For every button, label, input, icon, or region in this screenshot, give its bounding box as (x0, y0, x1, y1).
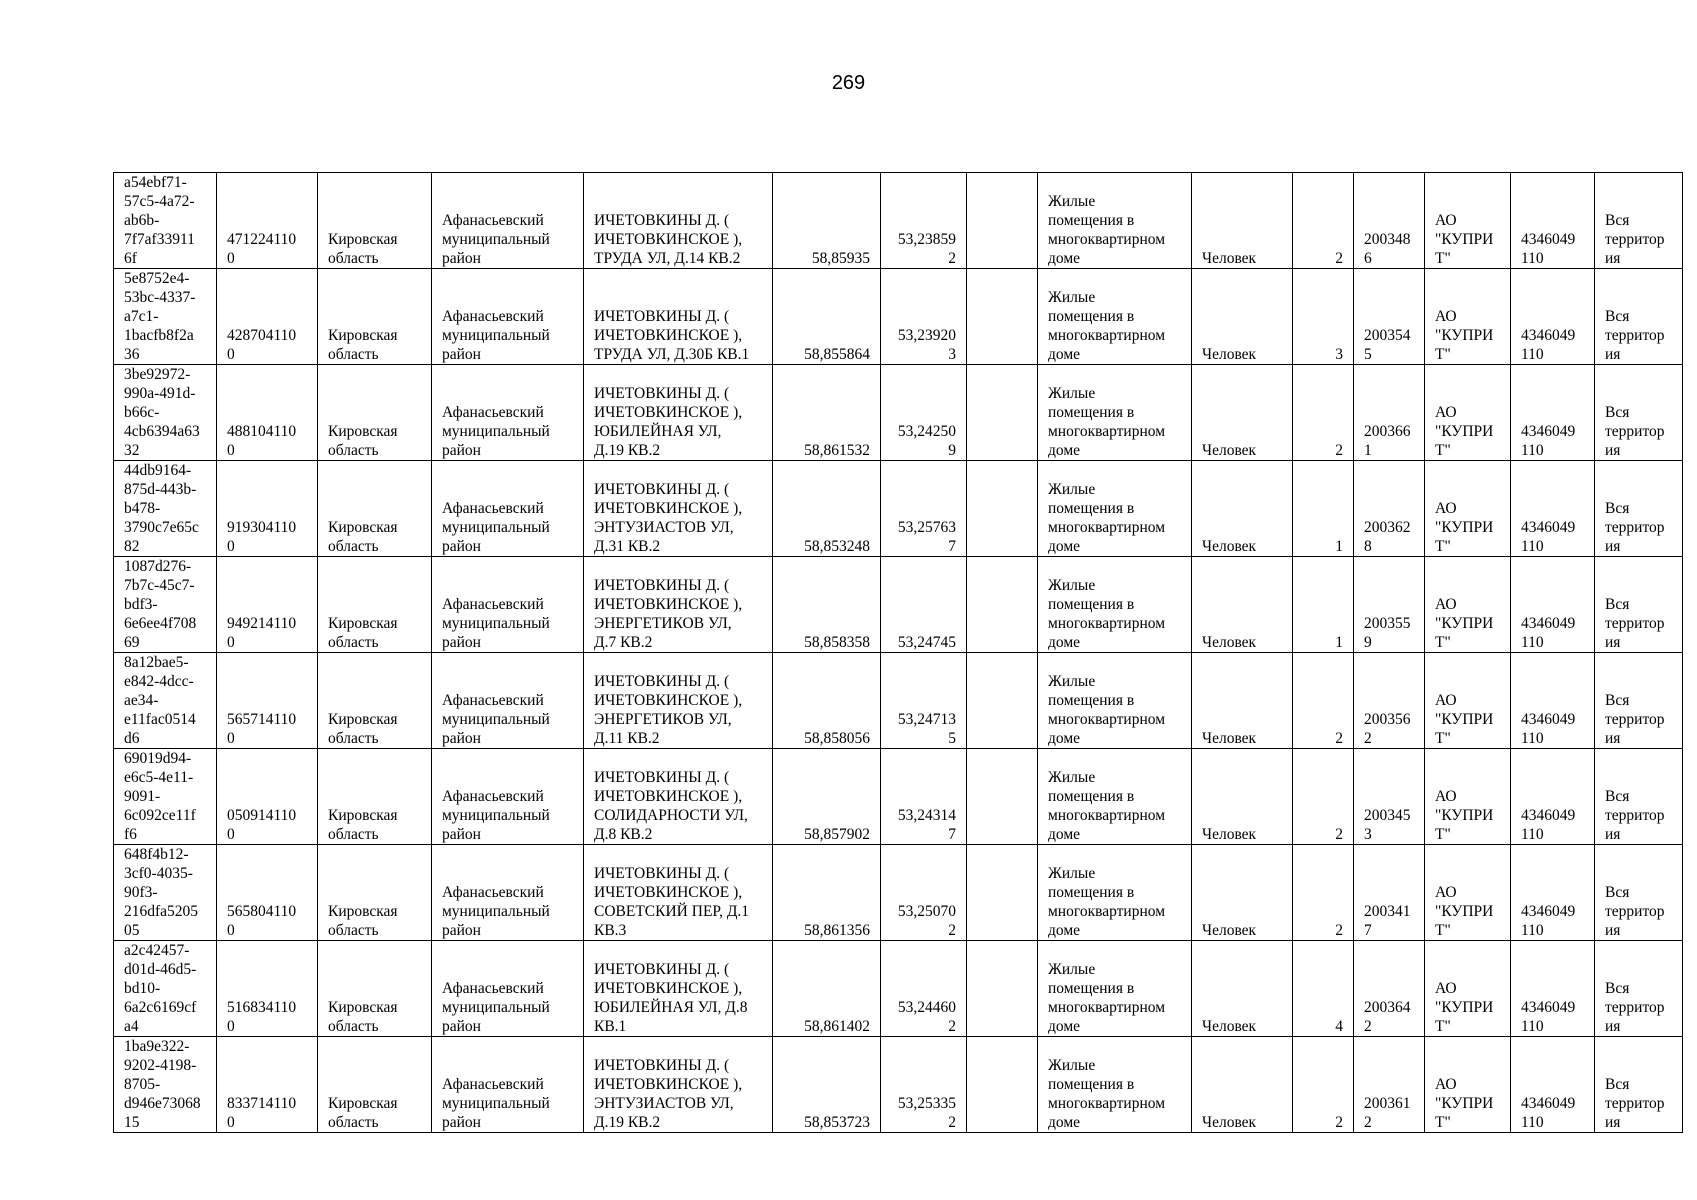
table-row (114, 653, 1683, 749)
cell-company: АО "КУПРИ Т" (1425, 557, 1511, 653)
cell-region: Кировская область (318, 1037, 432, 1133)
cell-company: АО "КУПРИ Т" (1425, 1037, 1511, 1133)
cell-latitude: 58,861356 (773, 845, 881, 941)
cell-number: 200355 9 (1354, 557, 1425, 653)
cell-longitude: 53,25763 7 (881, 461, 967, 557)
cell-empty (967, 749, 1038, 845)
cell-code: 050914110 0 (217, 749, 318, 845)
cell-empty (967, 941, 1038, 1037)
cell-longitude: 53,23859 2 (881, 173, 967, 269)
cell-inn: 4346049 110 (1511, 557, 1595, 653)
cell-latitude: 58,858358 (773, 557, 881, 653)
table-row (114, 557, 1683, 653)
cell-code: 565714110 0 (217, 653, 318, 749)
cell-latitude: 58,861402 (773, 941, 881, 1037)
cell-number: 200345 3 (1354, 749, 1425, 845)
cell-latitude: 58,857902 (773, 749, 881, 845)
table-row (114, 461, 1683, 557)
cell-longitude: 53,25335 2 (881, 1037, 967, 1133)
cell-empty (967, 653, 1038, 749)
cell-unit: Человек (1192, 557, 1293, 653)
cell-address: ИЧЕТОВКИНЫ Д. ( ИЧЕТОВКИНСКОЕ ), ЭНТУЗИАСТОВ УЛ, Д.31 КВ.2 (584, 461, 773, 557)
cell-unit: Человек (1192, 173, 1293, 269)
cell-quantity: 2 (1293, 653, 1354, 749)
cell-territory: Вся территор ия (1595, 845, 1683, 941)
cell-empty (967, 173, 1038, 269)
cell-longitude: 53,25070 2 (881, 845, 967, 941)
cell-longitude: 53,24250 9 (881, 365, 967, 461)
cell-code: 488104110 0 (217, 365, 318, 461)
cell-inn: 4346049 110 (1511, 269, 1595, 365)
cell-code: 949214110 0 (217, 557, 318, 653)
cell-territory: Вся территор ия (1595, 653, 1683, 749)
cell-inn: 4346049 110 (1511, 173, 1595, 269)
page-number: 269 (831, 72, 866, 94)
cell-uid: 648f4b12- 3cf0-4035- 90f3- 216dfa5205 05 (114, 845, 217, 941)
cell-territory: Вся территор ия (1595, 173, 1683, 269)
cell-district: Афанасьевский муниципальный район (432, 941, 584, 1037)
cell-territory: Вся территор ия (1595, 749, 1683, 845)
cell-longitude: 53,24713 5 (881, 653, 967, 749)
cell-inn: 4346049 110 (1511, 941, 1595, 1037)
cell-latitude: 58,861532 (773, 365, 881, 461)
cell-company: АО "КУПРИ Т" (1425, 941, 1511, 1037)
cell-object-type: Жилые помещения в многоквартирном доме (1038, 941, 1192, 1037)
cell-quantity: 2 (1293, 749, 1354, 845)
cell-district: Афанасьевский муниципальный район (432, 845, 584, 941)
cell-code: 565804110 0 (217, 845, 318, 941)
cell-inn: 4346049 110 (1511, 365, 1595, 461)
cell-district: Афанасьевский муниципальный район (432, 1037, 584, 1133)
cell-unit: Человек (1192, 653, 1293, 749)
cell-longitude: 53,24460 2 (881, 941, 967, 1037)
table-row (114, 1037, 1683, 1133)
cell-district: Афанасьевский муниципальный район (432, 653, 584, 749)
cell-address: ИЧЕТОВКИНЫ Д. ( ИЧЕТОВКИНСКОЕ ), СОВЕТСКИЙ ПЕР, Д.1 КВ.3 (584, 845, 773, 941)
cell-uid: 1ba9e322- 9202-4198- 8705- d946e73068 15 (114, 1037, 217, 1133)
cell-quantity: 2 (1293, 845, 1354, 941)
cell-region: Кировская область (318, 269, 432, 365)
cell-uid: 5e8752e4- 53bc-4337- a7c1- 1bacfb8f2a 36 (114, 269, 217, 365)
cell-address: ИЧЕТОВКИНЫ Д. ( ИЧЕТОВКИНСКОЕ ), СОЛИДАРНОСТИ УЛ, Д.8 КВ.2 (584, 749, 773, 845)
cell-region: Кировская область (318, 557, 432, 653)
cell-longitude: 53,23920 3 (881, 269, 967, 365)
cell-district: Афанасьевский муниципальный район (432, 269, 584, 365)
cell-region: Кировская область (318, 845, 432, 941)
cell-quantity: 1 (1293, 557, 1354, 653)
cell-unit: Человек (1192, 749, 1293, 845)
cell-quantity: 4 (1293, 941, 1354, 1037)
cell-latitude: 58,85935 (773, 173, 881, 269)
cell-object-type: Жилые помещения в многоквартирном доме (1038, 845, 1192, 941)
cell-number: 200354 5 (1354, 269, 1425, 365)
cell-inn: 4346049 110 (1511, 845, 1595, 941)
cell-district: Афанасьевский муниципальный район (432, 365, 584, 461)
cell-district: Афанасьевский муниципальный район (432, 749, 584, 845)
cell-uid: a54ebf71- 57c5-4a72- ab6b- 7f7af33911 6f (114, 173, 217, 269)
cell-address: ИЧЕТОВКИНЫ Д. ( ИЧЕТОВКИНСКОЕ ), ЮБИЛЕЙНАЯ УЛ, Д.8 КВ.1 (584, 941, 773, 1037)
cell-latitude: 58,855864 (773, 269, 881, 365)
cell-latitude: 58,853248 (773, 461, 881, 557)
cell-quantity: 2 (1293, 1037, 1354, 1133)
cell-address: ИЧЕТОВКИНЫ Д. ( ИЧЕТОВКИНСКОЕ ), ЭНЕРГЕТИКОВ УЛ, Д.11 КВ.2 (584, 653, 773, 749)
cell-empty (967, 365, 1038, 461)
cell-code: 471224110 0 (217, 173, 318, 269)
cell-object-type: Жилые помещения в многоквартирном доме (1038, 173, 1192, 269)
cell-longitude: 53,24745 (881, 557, 967, 653)
cell-company: АО "КУПРИ Т" (1425, 461, 1511, 557)
cell-territory: Вся территор ия (1595, 269, 1683, 365)
cell-region: Кировская область (318, 653, 432, 749)
table-row (114, 941, 1683, 1037)
cell-unit: Человек (1192, 941, 1293, 1037)
cell-uid: 44db9164- 875d-443b- b478- 3790c7e65c 82 (114, 461, 217, 557)
cell-region: Кировская область (318, 461, 432, 557)
cell-territory: Вся территор ия (1595, 461, 1683, 557)
cell-number: 200341 7 (1354, 845, 1425, 941)
cell-region: Кировская область (318, 749, 432, 845)
cell-inn: 4346049 110 (1511, 1037, 1595, 1133)
cell-company: АО "КУПРИ Т" (1425, 365, 1511, 461)
cell-unit: Человек (1192, 1037, 1293, 1133)
cell-empty (967, 557, 1038, 653)
cell-address: ИЧЕТОВКИНЫ Д. ( ИЧЕТОВКИНСКОЕ ), ЭНТУЗИАСТОВ УЛ, Д.19 КВ.2 (584, 1037, 773, 1133)
table-row (114, 365, 1683, 461)
cell-uid: 69019d94- e6c5-4e11- 9091- 6c092ce11f f6 (114, 749, 217, 845)
cell-code: 516834110 0 (217, 941, 318, 1037)
table-row (114, 269, 1683, 365)
cell-empty (967, 269, 1038, 365)
cell-number: 200366 1 (1354, 365, 1425, 461)
cell-territory: Вся территор ия (1595, 365, 1683, 461)
cell-district: Афанасьевский муниципальный район (432, 557, 584, 653)
cell-address: ИЧЕТОВКИНЫ Д. ( ИЧЕТОВКИНСКОЕ ), ЮБИЛЕЙНАЯ УЛ, Д.19 КВ.2 (584, 365, 773, 461)
cell-latitude: 58,853723 (773, 1037, 881, 1133)
cell-longitude: 53,24314 7 (881, 749, 967, 845)
cell-number: 200356 2 (1354, 653, 1425, 749)
cell-company: АО "КУПРИ Т" (1425, 653, 1511, 749)
cell-object-type: Жилые помещения в многоквартирном доме (1038, 1037, 1192, 1133)
cell-unit: Человек (1192, 461, 1293, 557)
cell-empty (967, 845, 1038, 941)
cell-number: 200361 2 (1354, 1037, 1425, 1133)
cell-object-type: Жилые помещения в многоквартирном доме (1038, 365, 1192, 461)
cell-inn: 4346049 110 (1511, 461, 1595, 557)
cell-unit: Человек (1192, 269, 1293, 365)
cell-address: ИЧЕТОВКИНЫ Д. ( ИЧЕТОВКИНСКОЕ ), ТРУДА УЛ, Д.14 КВ.2 (584, 173, 773, 269)
cell-inn: 4346049 110 (1511, 653, 1595, 749)
cell-code: 919304110 0 (217, 461, 318, 557)
registry-table (113, 172, 1683, 1133)
cell-inn: 4346049 110 (1511, 749, 1595, 845)
cell-quantity: 2 (1293, 173, 1354, 269)
cell-quantity: 1 (1293, 461, 1354, 557)
cell-code: 833714110 0 (217, 1037, 318, 1133)
cell-empty (967, 1037, 1038, 1133)
cell-unit: Человек (1192, 365, 1293, 461)
cell-number: 200364 2 (1354, 941, 1425, 1037)
registry-body (114, 173, 1683, 1133)
cell-uid: 8a12bae5- e842-4dcc- ae34- e11fac0514 d6 (114, 653, 217, 749)
cell-quantity: 2 (1293, 365, 1354, 461)
cell-number: 200348 6 (1354, 173, 1425, 269)
cell-company: АО "КУПРИ Т" (1425, 173, 1511, 269)
cell-region: Кировская область (318, 173, 432, 269)
cell-company: АО "КУПРИ Т" (1425, 269, 1511, 365)
cell-address: ИЧЕТОВКИНЫ Д. ( ИЧЕТОВКИНСКОЕ ), ЭНЕРГЕТИКОВ УЛ, Д.7 КВ.2 (584, 557, 773, 653)
cell-region: Кировская область (318, 941, 432, 1037)
cell-latitude: 58,858056 (773, 653, 881, 749)
cell-quantity: 3 (1293, 269, 1354, 365)
cell-object-type: Жилые помещения в многоквартирном доме (1038, 653, 1192, 749)
table-row (114, 845, 1683, 941)
cell-district: Афанасьевский муниципальный район (432, 461, 584, 557)
cell-district: Афанасьевский муниципальный район (432, 173, 584, 269)
table-row (114, 173, 1683, 269)
cell-company: АО "КУПРИ Т" (1425, 749, 1511, 845)
cell-object-type: Жилые помещения в многоквартирном доме (1038, 269, 1192, 365)
cell-uid: 3be92972- 990a-491d- b66c- 4cb6394a63 32 (114, 365, 217, 461)
cell-region: Кировская область (318, 365, 432, 461)
cell-object-type: Жилые помещения в многоквартирном доме (1038, 557, 1192, 653)
cell-company: АО "КУПРИ Т" (1425, 845, 1511, 941)
cell-uid: 1087d276- 7b7c-45c7- bdf3- 6e6ee4f708 69 (114, 557, 217, 653)
cell-code: 428704110 0 (217, 269, 318, 365)
cell-object-type: Жилые помещения в многоквартирном доме (1038, 461, 1192, 557)
cell-number: 200362 8 (1354, 461, 1425, 557)
cell-territory: Вся территор ия (1595, 557, 1683, 653)
cell-territory: Вся территор ия (1595, 1037, 1683, 1133)
cell-unit: Человек (1192, 845, 1293, 941)
cell-empty (967, 461, 1038, 557)
cell-address: ИЧЕТОВКИНЫ Д. ( ИЧЕТОВКИНСКОЕ ), ТРУДА УЛ, Д.30Б КВ.1 (584, 269, 773, 365)
table-row (114, 749, 1683, 845)
cell-territory: Вся территор ия (1595, 941, 1683, 1037)
cell-uid: a2c42457- d01d-46d5- bd10- 6a2c6169cf a4 (114, 941, 217, 1037)
cell-object-type: Жилые помещения в многоквартирном доме (1038, 749, 1192, 845)
